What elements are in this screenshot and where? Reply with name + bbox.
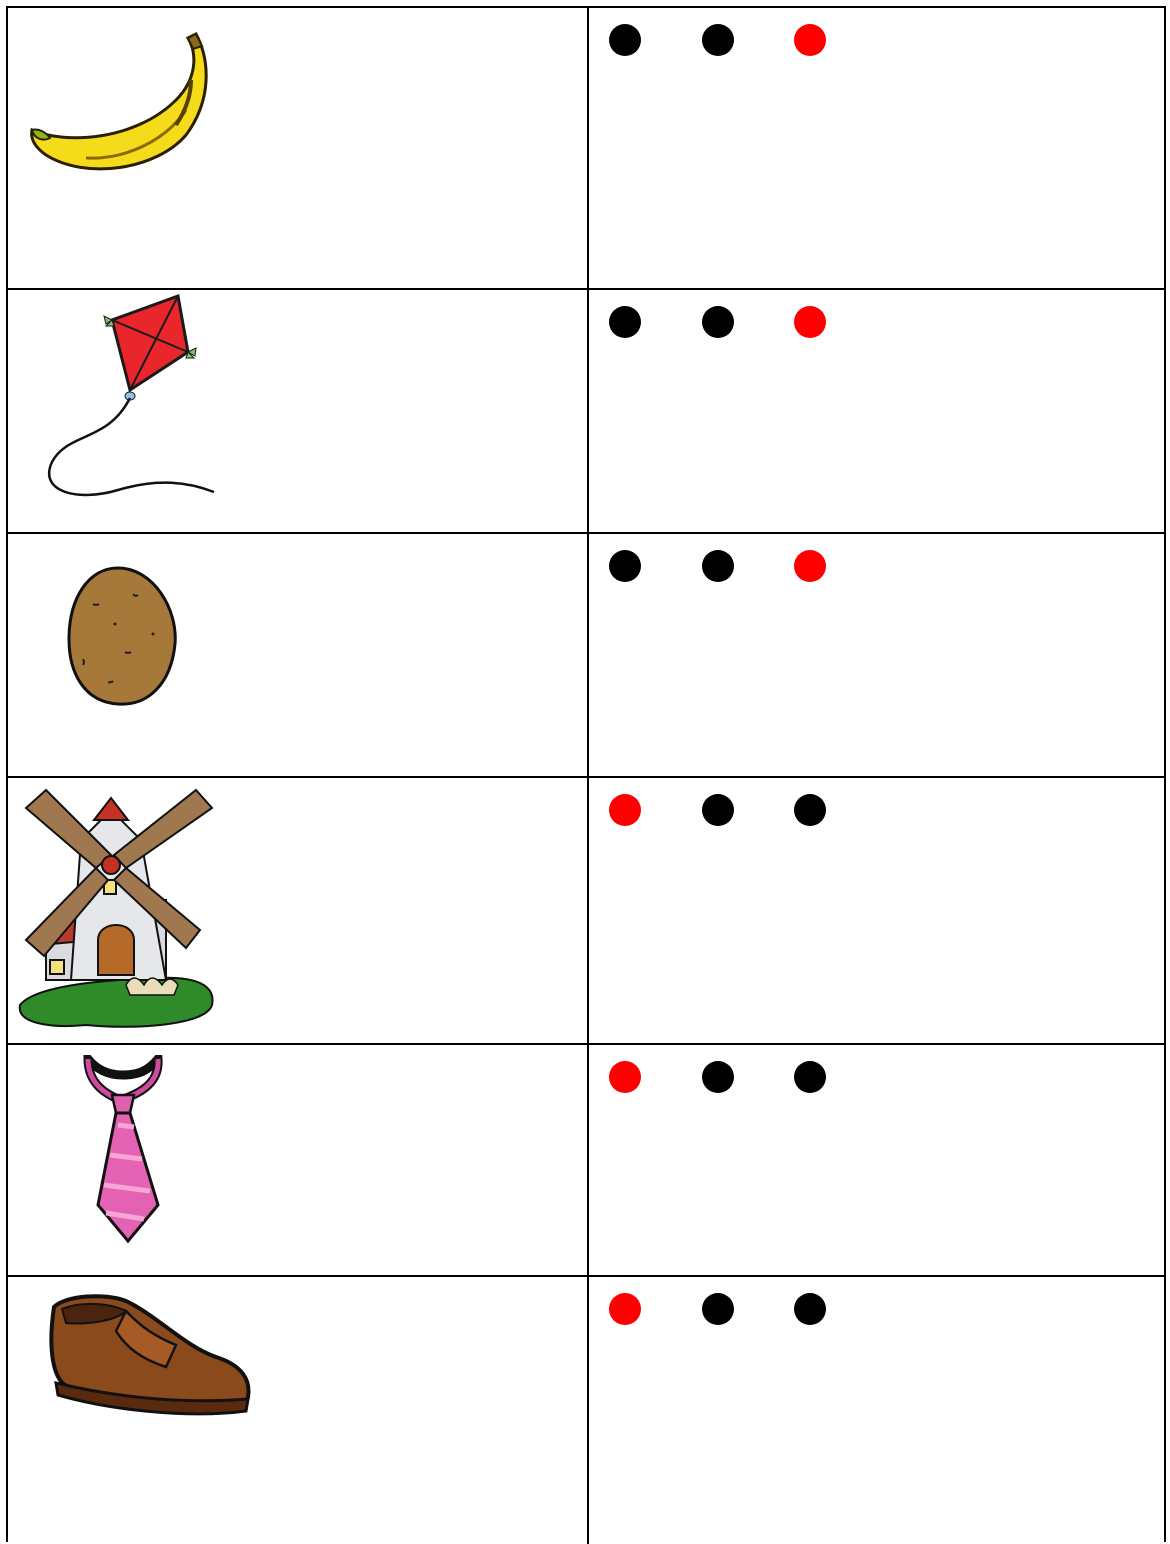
sound-dot: [702, 1061, 734, 1093]
picture-cell: [8, 1277, 589, 1544]
sound-dot: [794, 1061, 826, 1093]
picture-cell: [8, 290, 589, 532]
windmill-icon: [16, 780, 226, 1040]
sound-dot: [702, 306, 734, 338]
dots-cell: [589, 534, 1166, 776]
sound-dot: [794, 1293, 826, 1325]
picture-cell: [8, 778, 589, 1043]
table-row: [8, 1277, 1166, 1544]
dots-cell: [589, 1045, 1166, 1275]
sound-dot: [702, 1293, 734, 1325]
sound-dot: [609, 1061, 641, 1093]
sound-dot: [609, 794, 641, 826]
sound-dot: [794, 794, 826, 826]
tie-icon: [78, 1055, 173, 1245]
sound-dot: [794, 550, 826, 582]
sound-dot: [609, 306, 641, 338]
sound-dot: [702, 550, 734, 582]
sound-dot: [702, 794, 734, 826]
sound-dot: [609, 1293, 641, 1325]
sound-dot: [609, 550, 641, 582]
dots-cell: [589, 1277, 1166, 1544]
picture-cell: [8, 8, 589, 288]
dots-cell: [589, 778, 1166, 1043]
table-row: [8, 290, 1166, 534]
worksheet-table: [6, 6, 1166, 1542]
potato-icon: [63, 564, 183, 709]
table-row: [8, 778, 1166, 1045]
sound-dot: [609, 24, 641, 56]
picture-cell: [8, 534, 589, 776]
dots-cell: [589, 8, 1166, 288]
table-row: [8, 1045, 1166, 1277]
dots-cell: [589, 290, 1166, 532]
sound-dot: [794, 24, 826, 56]
table-row: [8, 8, 1166, 290]
picture-cell: [8, 1045, 589, 1275]
kite-icon: [38, 292, 218, 507]
sound-dot: [702, 24, 734, 56]
banana-icon: [26, 30, 216, 185]
table-row: [8, 534, 1166, 778]
sound-dot: [794, 306, 826, 338]
shoe-icon: [46, 1287, 256, 1427]
